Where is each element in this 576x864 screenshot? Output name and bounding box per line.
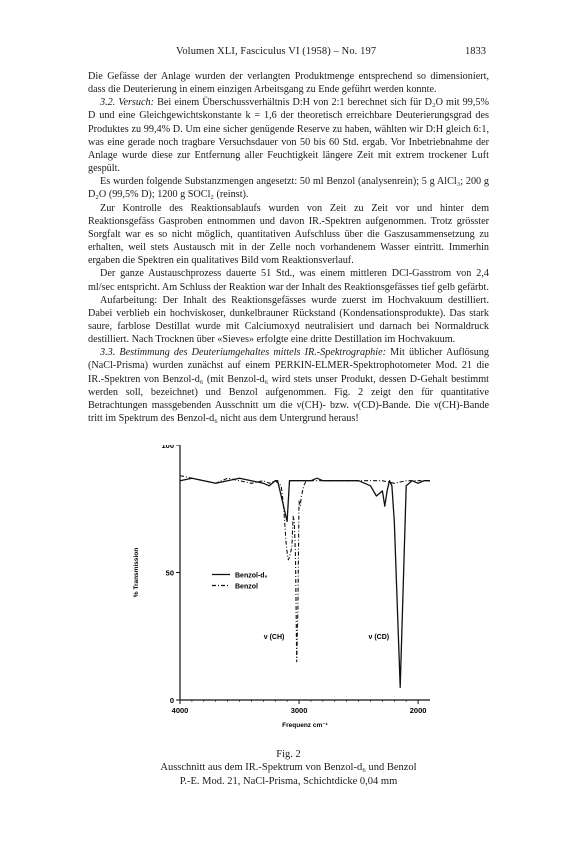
paragraph-4: Zur Kontrolle des Reaktionsablaufs wurden von Zeit zu Zeit vor und hinter dem Reaktionsgefäss Gasproben entnommen und davon IR.-Spektren aufgenommen. Trotz grösster Sorgfalt war es so nicht möglich, quantitativen Aufschluss über die Gaszusammensetzung zu erhalten, weil stets Austausch mit in der Zelle noch vorhandenem Wasser eintritt. Immerhin ergaben die Spektren ein qualitatives Bild vom Reaktionsverlauf. — [88, 202, 489, 267]
band-annotation: ν (CH) — [263, 633, 285, 641]
paragraph-3: Es wurden folgende Substanzmengen angesetzt: 50 ml Benzol (analysenrein); 5 g AlCl₃; 200 g D₂O (99,5% D); 1200 g SOCl₂ (reinst). — [88, 176, 489, 201]
x-tick-label: 4000 — [171, 706, 189, 715]
running-header — [88, 46, 486, 60]
paragraph-1: Die Gefässe der Anlage wurden der verlangten Produktmenge entsprechend so dimensioniert, dass die Deuterierung in einem einzigen Arbeitsgang zu Ende geführt werden konnte. — [88, 71, 489, 96]
y-axis-label: % Transmission — [133, 547, 140, 598]
ir-spectrum-chart — [110, 445, 480, 745]
y-tick-label: 0 — [169, 696, 174, 705]
paragraph-6: Aufarbeitung: Der Inhalt des Reaktionsgefässes wurde zuerst im Hochvakuum destilliert. Dabei verblieb ein hochviskoser, dunkelbrauner Rückstand (Kondensationsprodukte). Das stark saure, farblose Destillat wurde mit Calciumoxyd neutralisiert und darnach bei Normaldruck destilliert. Nach Trocknen über «Sieves» erfolgte eine dritte Destillation im Hochvakuum. — [88, 294, 489, 346]
paragraph-7: 3.3. Bestimmung des Deuteriumgehaltes mittels IR.-Spektrographie: Mit üblicher Auflösung (NaCl-Prisma) wurden zunächst auf einem PERKIN-ELMER-Spektrophotometer Mod. 21 die IR.-Spektren von Benzol-d₆ (mit Benzol-d₆ wird stets unser Produkt, dessen D-Gehalt bestimmt werden soll, bezeichnet) und Benzol aufgenommen. Fig. 2 zeigt den für quantitative Betrachtungen massgebenden Ausschnitt um die ν(CH)- bzw. ν(CD)-Bande. Die ν(CH)-Bande tritt im Spektrum des Benzol-d₆ nicht aus dem Untergrund heraus! — [88, 347, 489, 425]
legend-label: Benzol-d₆ — [235, 572, 268, 580]
band-annotation: ν (CD) — [368, 633, 390, 641]
caption-text: Ausschnitt aus dem IR.-Spektrum von Benzol-d₆ und Benzol — [160, 762, 417, 774]
figure-2 — [110, 445, 480, 775]
page-number: 1833 — [465, 46, 486, 57]
series-line-benzol-d6 — [180, 478, 430, 687]
paragraph-2: 3.2. Versuch: Bei einem Überschussverhältnis D:H von 2:1 berechnet sich für D₂O mit 99,5% D und eine Gleichgewichtskonstante k = 1,6 der theoretisch erreichbare Deuterierungsgrad des Produktes zu 99,4% D. Um eine sicher genügende Reserve zu haben, wählten wir D:H gleich 6:1, was eine gerade noch tragbare Versuchsdauer von 50 bis 60 Std. ergab. Vor Inbetriebnahme der Anlage wurde diese zur Entfernung aller Feuchtigkeit längere Zeit mit extrem trockener Luft gespült. — [88, 97, 489, 175]
figure-caption — [88, 748, 489, 788]
running-title: Volumen XLI, Fasciculus VI (1958) – No. 197 — [176, 46, 377, 57]
caption-details: P.-E. Mod. 21, NaCl-Prisma, Schichtdicke 0,04 mm — [179, 775, 398, 787]
x-tick-label: 2000 — [409, 706, 427, 715]
x-tick-label: 3000 — [290, 706, 308, 715]
section-lead: 3.2. Versuch: — [100, 97, 155, 109]
y-tick-label: 100 — [161, 445, 174, 450]
paragraph-5: Der ganze Austauschprozess dauerte 51 Std., was einem mittleren DCl-Gasstrom von 2,4 ml/sec entspricht. Am Schluss der Reaktion war der Inhalt des Reaktionsgefässes tief gelb gefärbt. — [88, 268, 489, 293]
x-axis-label: Frequenz cm⁻¹ — [282, 722, 328, 729]
legend-label: Benzol — [235, 583, 258, 591]
article-body — [88, 70, 489, 425]
section-lead: 3.3. Bestimmung des Deuteriumgehaltes mittels IR.-Spektrographie: — [100, 347, 387, 359]
y-tick-label: 50 — [165, 568, 174, 578]
figure-number: Fig. 2 — [276, 749, 301, 760]
